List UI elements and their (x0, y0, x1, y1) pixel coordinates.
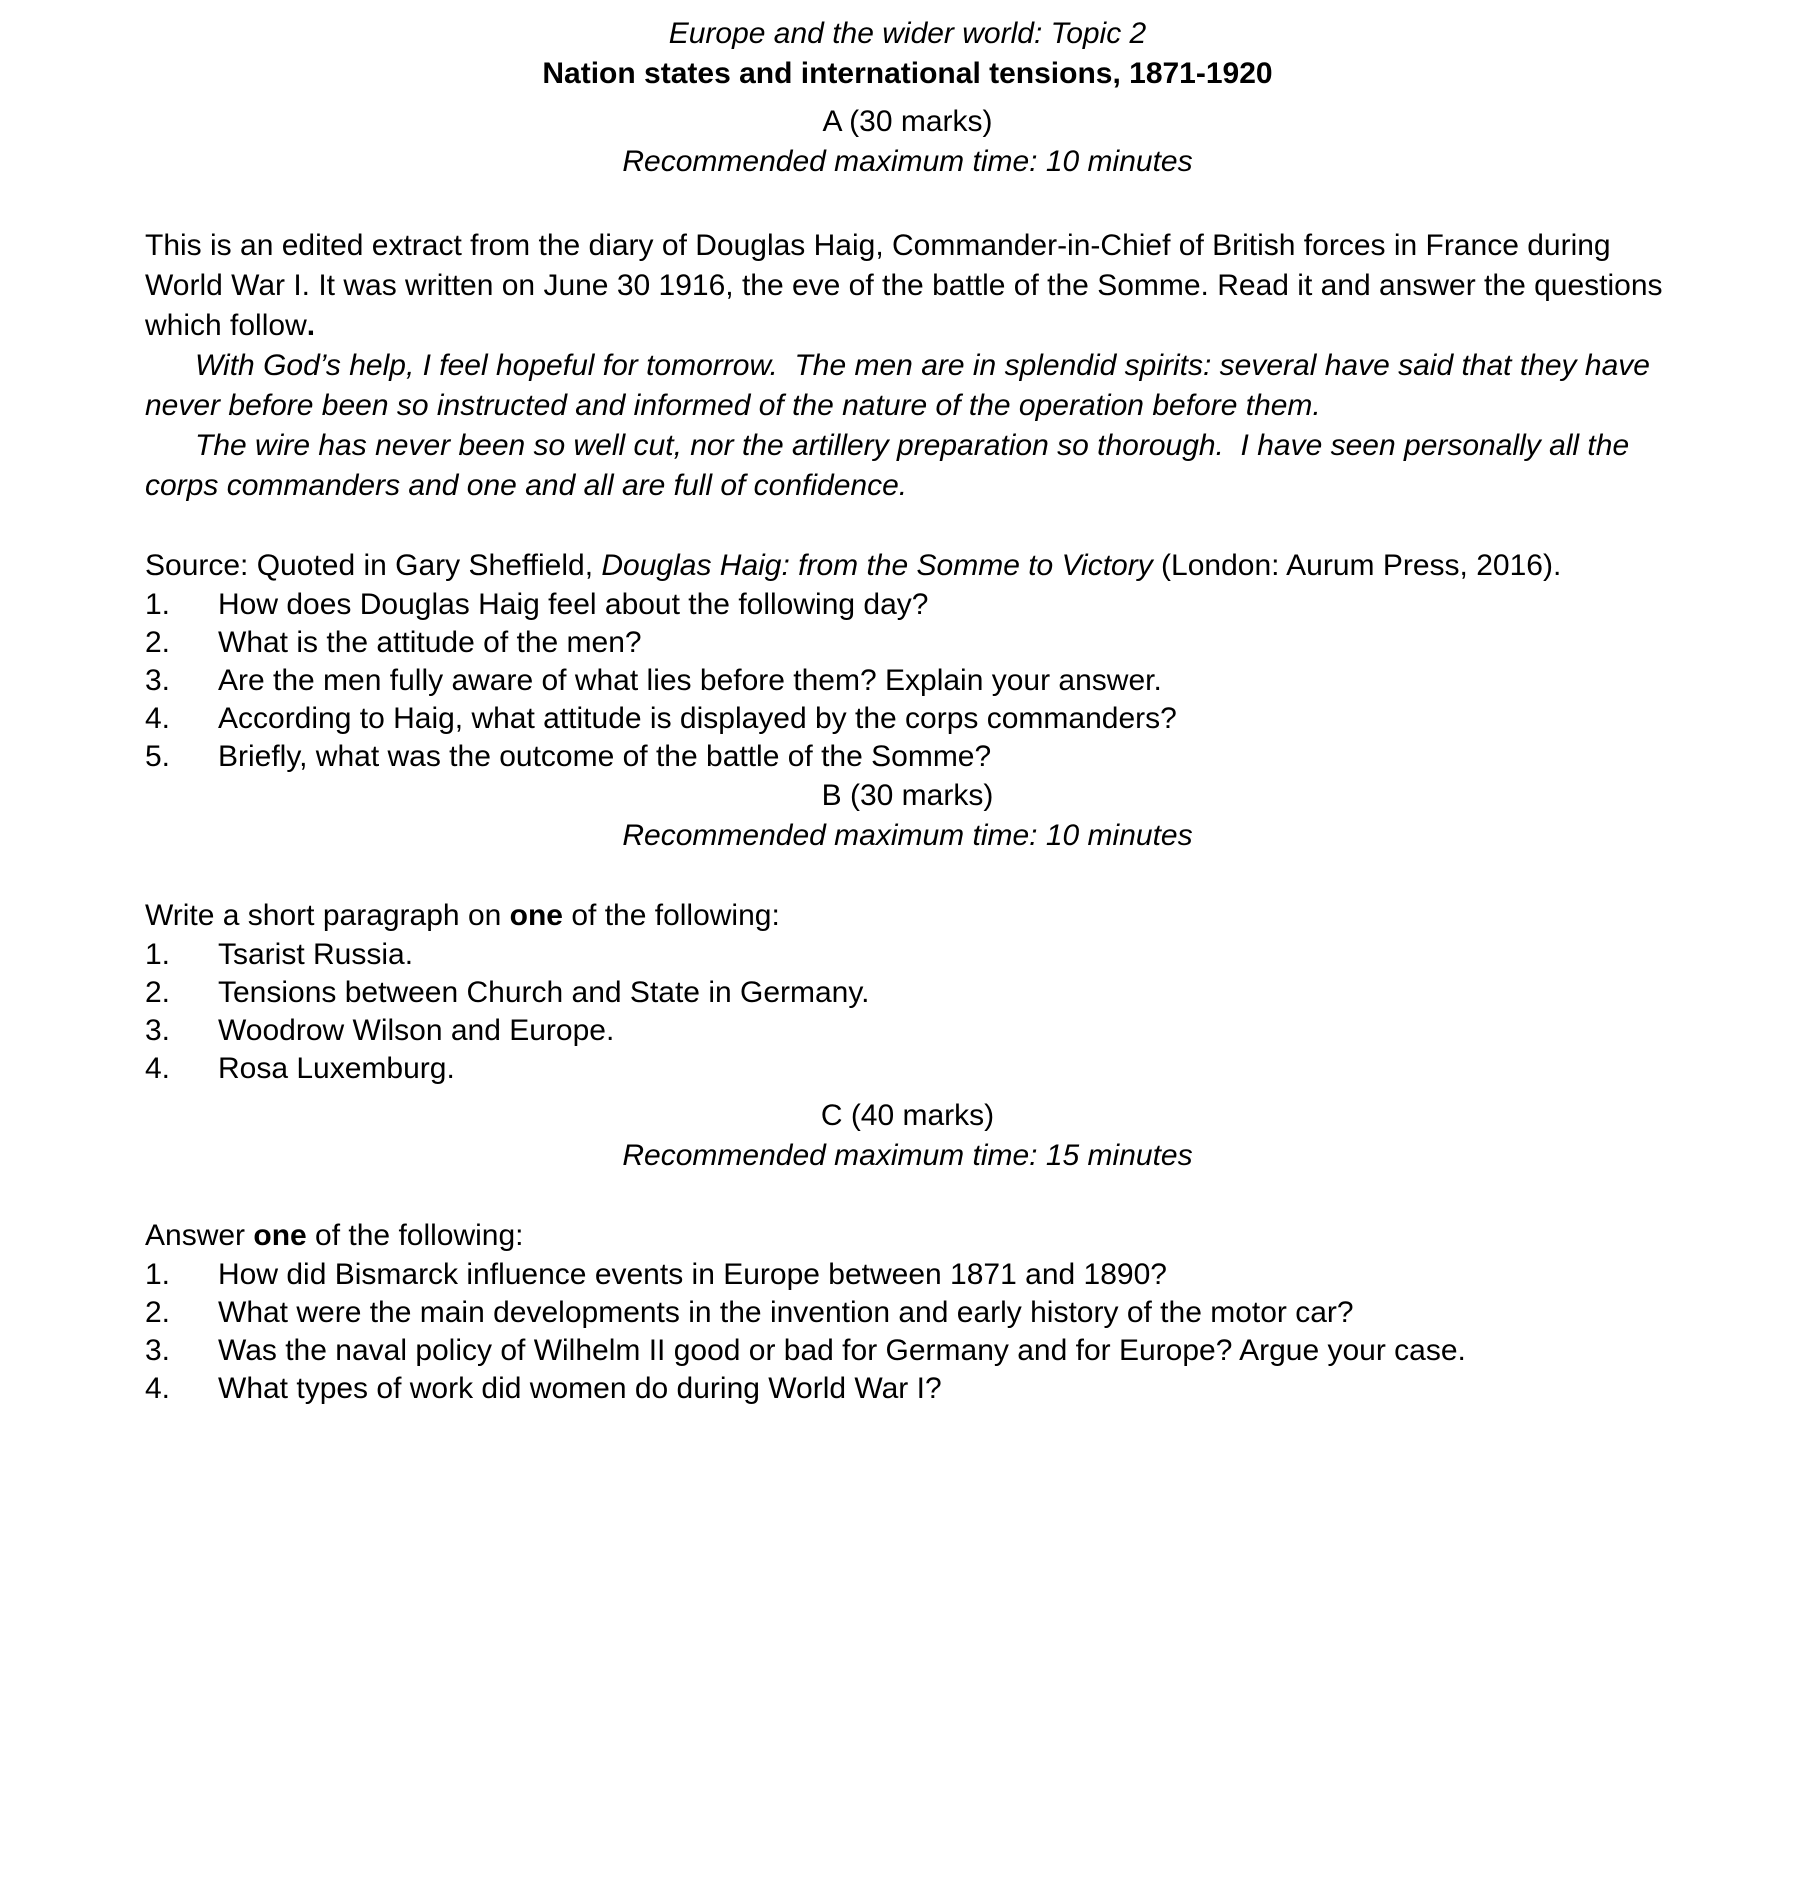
list-item-number: 1. (145, 938, 171, 971)
section-a-question-2 (145, 624, 1670, 662)
section-c-prompt (145, 1216, 1670, 1256)
section-b-topic-4 (145, 1050, 1670, 1088)
section-b-heading: B (30 marks) (821, 779, 994, 812)
section-b-topics (145, 936, 1670, 1088)
section-c-question-2 (145, 1294, 1670, 1332)
list-item-text: Briefly, what was the outcome of the battle of the Somme? (218, 740, 992, 773)
paper-title: Nation states and international tensions, 1871-1920 (542, 57, 1273, 90)
section-b-topic-1 (145, 936, 1670, 974)
list-item-text: Woodrow Wilson and Europe. (218, 1014, 615, 1047)
list-item-number: 5. (145, 740, 171, 773)
source-line (145, 546, 1670, 586)
list-item-number: 4. (145, 702, 171, 735)
section-a-questions (145, 586, 1670, 776)
list-item-text: What were the main developments in the invention and early history of the motor car? (218, 1296, 1354, 1329)
extract-paragraph-2: The wire has never been so well cut, nor the artillery preparation so thorough. I have seen personally all the corps commanders and one and all are full of confidence. (145, 429, 1638, 502)
section-b-topic-2 (145, 974, 1670, 1012)
list-item-number: 2. (145, 1296, 171, 1329)
section-c-prompt-prefix: Answer (145, 1219, 254, 1252)
section-c-heading: C (40 marks) (820, 1099, 995, 1132)
list-item-text: How does Douglas Haig feel about the following day? (218, 588, 929, 621)
source-prefix: Source: Quoted in Gary Sheffield, (145, 549, 602, 582)
extract-paragraph-1: With God’s help, I feel hopeful for tomorrow. The men are in splendid spirits: several have said that they have never before been so instructed and informed of the nature of the operation before them. (145, 349, 1659, 422)
section-a-question-1 (145, 586, 1670, 624)
list-item-text: Tensions between Church and State in Germany. (218, 976, 870, 1009)
section-a-heading: A (30 marks) (822, 105, 993, 138)
list-item-number: 3. (145, 1014, 171, 1047)
section-c-time: Recommended maximum time: 15 minutes (622, 1139, 1193, 1172)
section-a-question-4 (145, 700, 1670, 738)
section-a-time: Recommended maximum time: 10 minutes (622, 145, 1193, 178)
section-a-question-3 (145, 662, 1670, 700)
list-item-number: 4. (145, 1372, 171, 1405)
section-b-prompt (145, 896, 1670, 936)
list-item-number: 2. (145, 626, 171, 659)
section-c-question-1 (145, 1256, 1670, 1294)
list-item-text: How did Bismarck influence events in Europe between 1871 and 1890? (218, 1258, 1167, 1291)
list-item-text: What is the attitude of the men? (218, 626, 642, 659)
list-item-text: Are the men fully aware of what lies before them? Explain your answer. (218, 664, 1162, 697)
list-item-text: According to Haig, what attitude is displayed by the corps commanders? (218, 702, 1177, 735)
section-b-time: Recommended maximum time: 10 minutes (622, 819, 1193, 852)
section-c-questions (145, 1256, 1670, 1408)
list-item-text: Rosa Luxemburg. (218, 1052, 455, 1085)
list-item-number: 4. (145, 1052, 171, 1085)
list-item-number: 1. (145, 588, 171, 621)
section-b-topic-3 (145, 1012, 1670, 1050)
list-item-number: 3. (145, 1334, 171, 1367)
list-item-text: Tsarist Russia. (218, 938, 414, 971)
list-item-number: 3. (145, 664, 171, 697)
list-item-text: What types of work did women do during World War I? (218, 1372, 942, 1405)
section-c-prompt-bold: one (253, 1219, 307, 1252)
source-book-title: Douglas Haig: from the Somme to Victory (601, 549, 1153, 582)
section-a-intro-text: This is an edited extract from the diary of Douglas Haig, Commander-in-Chief of British forces in France during World War I. It was written on June 30 1916, the eve of the battle of the Somme. Read it and answer the questions which follow (145, 229, 1663, 342)
list-item-number: 2. (145, 976, 171, 1009)
list-item-text: Was the naval policy of Wilhelm II good or bad for Germany and for Europe? Argue your case. (218, 1334, 1466, 1367)
section-c-question-4 (145, 1370, 1670, 1408)
section-b-prompt-prefix: Write a short paragraph on (145, 899, 510, 932)
section-b-prompt-bold: one (509, 899, 563, 932)
section-b-prompt-suffix: of the following: (563, 899, 780, 932)
source-suffix: (London: Aurum Press, 2016). (1152, 549, 1562, 582)
topic-heading: Europe and the wider world: Topic 2 (668, 17, 1147, 50)
list-item-number: 1. (145, 1258, 171, 1291)
section-c-question-3 (145, 1332, 1670, 1370)
section-a-question-5 (145, 738, 1670, 776)
section-a-intro-period: . (306, 309, 316, 342)
section-c-prompt-suffix: of the following: (306, 1219, 524, 1252)
section-a-intro (145, 226, 1670, 346)
